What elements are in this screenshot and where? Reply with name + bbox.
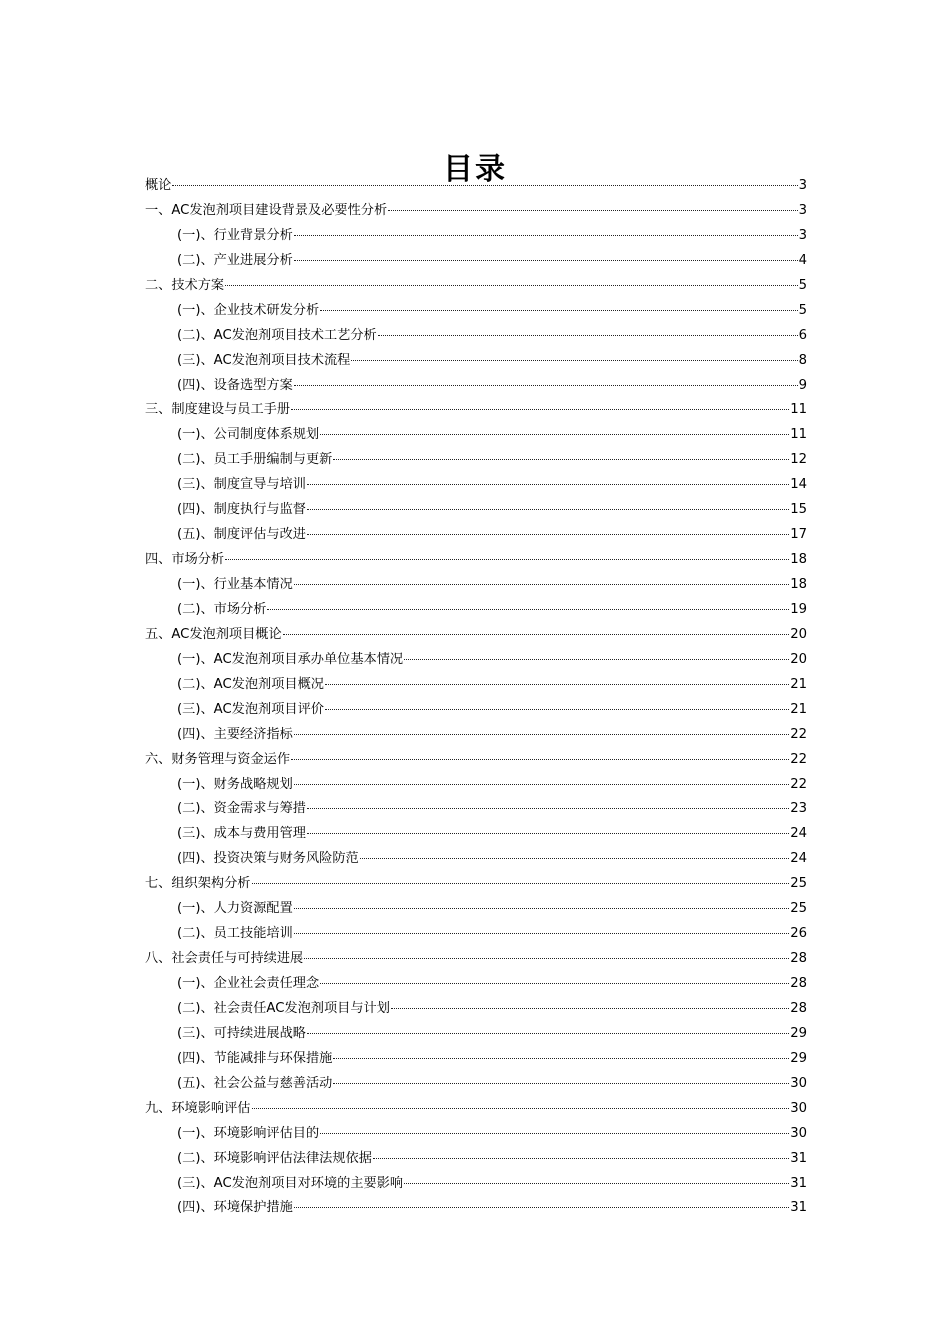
- toc-entry-label: (三)、成本与费用管理: [177, 826, 306, 842]
- toc-dot-leader: [307, 484, 789, 485]
- toc-dot-leader: [307, 509, 789, 510]
- toc-entry-label: 九、环境影响评估: [145, 1100, 251, 1116]
- toc-dot-leader: [391, 1008, 789, 1009]
- toc-dot-leader: [294, 784, 789, 785]
- toc-dot-leader: [320, 1133, 789, 1134]
- toc-dot-leader: [307, 833, 789, 834]
- toc-entry-label: (二)、资金需求与筹措: [177, 801, 306, 817]
- toc-dot-leader: [294, 385, 798, 386]
- toc-entry-label: 三、制度建设与员工手册: [145, 402, 291, 418]
- toc-entry-page-number: 11: [790, 402, 807, 418]
- toc-entry-label: (二)、产业进展分析: [177, 252, 293, 268]
- toc-entry-page-number: 14: [790, 477, 807, 493]
- toc-entry-label: 五、AC发泡剂项目概论: [145, 626, 282, 642]
- toc-entry[interactable]: [145, 598, 807, 623]
- toc-entry-page-number: 3: [798, 202, 807, 218]
- toc-entry-label: (一)、行业背景分析: [177, 227, 293, 243]
- toc-entry-label: (四)、环境保护措施: [177, 1200, 293, 1216]
- toc-entry[interactable]: [145, 199, 807, 224]
- toc-dot-leader: [291, 759, 789, 760]
- toc-entry-page-number: 6: [798, 327, 807, 343]
- toc-entry-page-number: 22: [790, 726, 807, 742]
- toc-entry-label: 八、社会责任与可持续进展: [145, 951, 304, 967]
- toc-entry-label: (一)、企业技术研发分析: [177, 302, 320, 318]
- toc-dot-leader: [360, 858, 789, 859]
- toc-entry-page-number: 4: [798, 252, 807, 268]
- toc-entry-label: (二)、员工手册编制与更新: [177, 452, 333, 468]
- toc-entry[interactable]: [145, 1147, 807, 1172]
- toc-entry-page-number: 29: [790, 1025, 807, 1041]
- toc-entry[interactable]: [145, 1122, 807, 1147]
- toc-entry[interactable]: [145, 1172, 807, 1197]
- toc-entry[interactable]: [145, 398, 807, 423]
- toc-entry[interactable]: [145, 1072, 807, 1097]
- toc-entry-page-number: 21: [790, 701, 807, 717]
- toc-dot-leader: [351, 360, 797, 361]
- toc-entry-page-number: 25: [790, 876, 807, 892]
- toc-entry-label: (一)、财务战略规划: [177, 776, 293, 792]
- page-title: 目录: [443, 152, 507, 188]
- toc-entry-page-number: 31: [790, 1175, 807, 1191]
- toc-dot-leader: [388, 210, 797, 211]
- toc-dot-leader: [307, 808, 789, 809]
- toc-entry[interactable]: [145, 1047, 807, 1072]
- toc-entry-page-number: 31: [790, 1150, 807, 1166]
- toc-dot-leader: [333, 459, 789, 460]
- toc-entry-page-number: 18: [790, 552, 807, 568]
- toc-entry-label: (一)、AC发泡剂项目承办单位基本情况: [177, 651, 404, 667]
- toc-dot-leader: [333, 1058, 789, 1059]
- toc-dot-leader: [252, 1108, 790, 1109]
- toc-entry-page-number: 23: [790, 801, 807, 817]
- toc-entry-label: (一)、公司制度体系规划: [177, 427, 320, 443]
- toc-entry-page-number: 28: [790, 951, 807, 967]
- toc-dot-leader: [333, 1083, 789, 1084]
- toc-entry-page-number: 24: [790, 826, 807, 842]
- toc-entry[interactable]: [145, 423, 807, 448]
- toc-entry-label: (二)、AC发泡剂项目概况: [177, 676, 324, 692]
- toc-entry-page-number: 5: [798, 277, 807, 293]
- toc-dot-leader: [373, 1158, 789, 1159]
- toc-entry-label: (五)、社会公益与慈善活动: [177, 1075, 333, 1091]
- toc-dot-leader: [225, 285, 797, 286]
- toc-entry[interactable]: [145, 224, 807, 249]
- toc-dot-leader: [378, 335, 798, 336]
- toc-entry-label: (三)、制度宣导与培训: [177, 477, 306, 493]
- toc-entry-page-number: 12: [790, 452, 807, 468]
- toc-dot-leader: [404, 1183, 789, 1184]
- toc-entry-page-number: 30: [790, 1100, 807, 1116]
- toc-entry-page-number: 9: [798, 377, 807, 393]
- toc-entry[interactable]: [145, 623, 807, 648]
- toc-entry-label: (一)、行业基本情况: [177, 577, 293, 592]
- toc-dot-leader: [320, 434, 789, 435]
- toc-entry-page-number: 8: [798, 352, 807, 368]
- toc-entry-label: (四)、设备选型方案: [177, 377, 293, 393]
- toc-dot-leader: [172, 185, 797, 186]
- toc-entry[interactable]: [145, 1097, 807, 1122]
- toc-entry-label: (三)、AC发泡剂项目评价: [177, 701, 324, 717]
- toc-entry[interactable]: [145, 448, 807, 473]
- toc-entry-label: (四)、投资决策与财务风险防范: [177, 851, 359, 867]
- toc-dot-leader: [404, 659, 789, 660]
- toc-dot-leader: [291, 409, 789, 410]
- toc-entry[interactable]: [145, 847, 807, 872]
- toc-entry[interactable]: [145, 573, 807, 598]
- toc-entry[interactable]: [145, 299, 807, 324]
- toc-entry-page-number: 5: [798, 302, 807, 318]
- toc-entry[interactable]: [145, 797, 807, 822]
- toc-entry-page-number: 31: [790, 1200, 807, 1216]
- toc-entry-label: (二)、市场分析: [177, 601, 267, 617]
- toc-dot-leader: [325, 684, 789, 685]
- toc-dot-leader: [294, 1207, 789, 1208]
- toc-entry-page-number: 28: [790, 976, 807, 991]
- toc-dot-leader: [294, 734, 789, 735]
- toc-entry-page-number: 22: [790, 776, 807, 792]
- toc-entry-label: (一)、企业社会责任理念: [177, 976, 320, 991]
- toc-dot-leader: [294, 235, 798, 236]
- toc-entry[interactable]: [145, 673, 807, 698]
- toc-entry-label: 四、市场分析: [145, 552, 225, 568]
- toc-entry[interactable]: [145, 249, 807, 274]
- toc-entry-label: (四)、节能减排与环保措施: [177, 1050, 333, 1066]
- toc-entry-label: (一)、环境影响评估目的: [177, 1125, 320, 1141]
- toc-entry[interactable]: [145, 374, 807, 399]
- toc-entry[interactable]: [145, 698, 807, 723]
- toc-entry-page-number: 17: [790, 527, 807, 543]
- toc-entry-page-number: 3: [798, 178, 807, 193]
- toc-dot-leader: [294, 260, 798, 261]
- toc-entry-label: 七、组织架构分析: [145, 876, 251, 892]
- toc-dot-leader: [320, 310, 797, 311]
- toc-entry[interactable]: [145, 648, 807, 673]
- toc-entry-label: 二、技术方案: [145, 277, 225, 293]
- toc-entry[interactable]: [145, 498, 807, 523]
- toc-entry[interactable]: [145, 997, 807, 1022]
- toc-entry-label: 六、财务管理与资金运作: [145, 751, 291, 767]
- toc-dot-leader: [307, 1033, 789, 1034]
- toc-entry-label: (三)、可持续进展战略: [177, 1025, 306, 1041]
- toc-entry-page-number: 30: [790, 1125, 807, 1141]
- toc-entry-page-number: 24: [790, 851, 807, 867]
- toc-entry[interactable]: [145, 324, 807, 349]
- toc-dot-leader: [325, 709, 789, 710]
- toc-entry-page-number: 11: [790, 427, 807, 443]
- toc-entry-label: (二)、AC发泡剂项目技术工艺分析: [177, 327, 377, 343]
- toc-dot-leader: [294, 908, 789, 909]
- toc-entry-page-number: 26: [790, 926, 807, 942]
- toc-entry[interactable]: [145, 947, 807, 972]
- toc-entry[interactable]: [145, 723, 807, 748]
- toc-entry-label: (五)、制度评估与改进: [177, 527, 306, 543]
- toc-dot-leader: [307, 534, 789, 535]
- toc-entry-page-number: 29: [790, 1050, 807, 1066]
- toc-entry-label: (二)、员工技能培训: [177, 926, 293, 942]
- toc-entry-label: (三)、AC发泡剂项目对环境的主要影响: [177, 1175, 404, 1191]
- toc-entry-page-number: 19: [790, 601, 807, 617]
- toc-entry-page-number: 21: [790, 676, 807, 692]
- toc-dot-leader: [294, 933, 789, 934]
- toc-dot-leader: [225, 559, 789, 560]
- toc-entry-label: (一)、人力资源配置: [177, 901, 293, 917]
- toc-entry[interactable]: [145, 748, 807, 773]
- toc-entry[interactable]: [145, 1022, 807, 1047]
- toc-entry-label: (二)、环境影响评估法律法规依据: [177, 1150, 372, 1166]
- toc-entry[interactable]: [145, 822, 807, 847]
- toc-entry[interactable]: [145, 773, 807, 798]
- toc-entry-page-number: 22: [790, 751, 807, 767]
- toc-entry-label: 一、AC发泡剂项目建设背景及必要性分析: [145, 202, 388, 218]
- toc-entry-page-number: 20: [790, 651, 807, 667]
- toc-entry[interactable]: [145, 548, 807, 573]
- toc-entry-label: (四)、主要经济指标: [177, 726, 293, 742]
- toc-dot-leader: [267, 609, 789, 610]
- toc-entry[interactable]: [145, 897, 807, 922]
- toc-entry-label: (二)、社会责任AC发泡剂项目与计划: [177, 1000, 390, 1016]
- toc-dot-leader: [252, 883, 790, 884]
- toc-entry[interactable]: [145, 972, 807, 997]
- toc-entry-page-number: 18: [790, 577, 807, 592]
- toc-entry[interactable]: [145, 473, 807, 498]
- toc-entry[interactable]: [145, 523, 807, 548]
- toc-dot-leader: [320, 983, 789, 984]
- toc-entry-page-number: 25: [790, 901, 807, 917]
- toc-entry[interactable]: [145, 274, 807, 299]
- toc-entry[interactable]: [145, 872, 807, 897]
- toc-entry-label: (三)、AC发泡剂项目技术流程: [177, 352, 351, 368]
- toc-dot-leader: [294, 584, 789, 585]
- toc-entry-page-number: 15: [790, 502, 807, 518]
- toc-entry-page-number: 20: [790, 626, 807, 642]
- toc-entry-label: 概论: [145, 178, 172, 193]
- toc-dot-leader: [283, 634, 790, 635]
- toc-entry-page-number: 3: [798, 227, 807, 243]
- toc-entry[interactable]: [145, 1196, 807, 1221]
- toc-dot-leader: [304, 958, 789, 959]
- toc-entry-page-number: 28: [790, 1000, 807, 1016]
- toc-entry[interactable]: [145, 922, 807, 947]
- toc-entry-label: (四)、制度执行与监督: [177, 502, 306, 518]
- toc-entry-page-number: 30: [790, 1075, 807, 1091]
- toc-entry[interactable]: [145, 174, 807, 199]
- table-of-contents: [145, 174, 807, 1221]
- toc-entry[interactable]: [145, 349, 807, 374]
